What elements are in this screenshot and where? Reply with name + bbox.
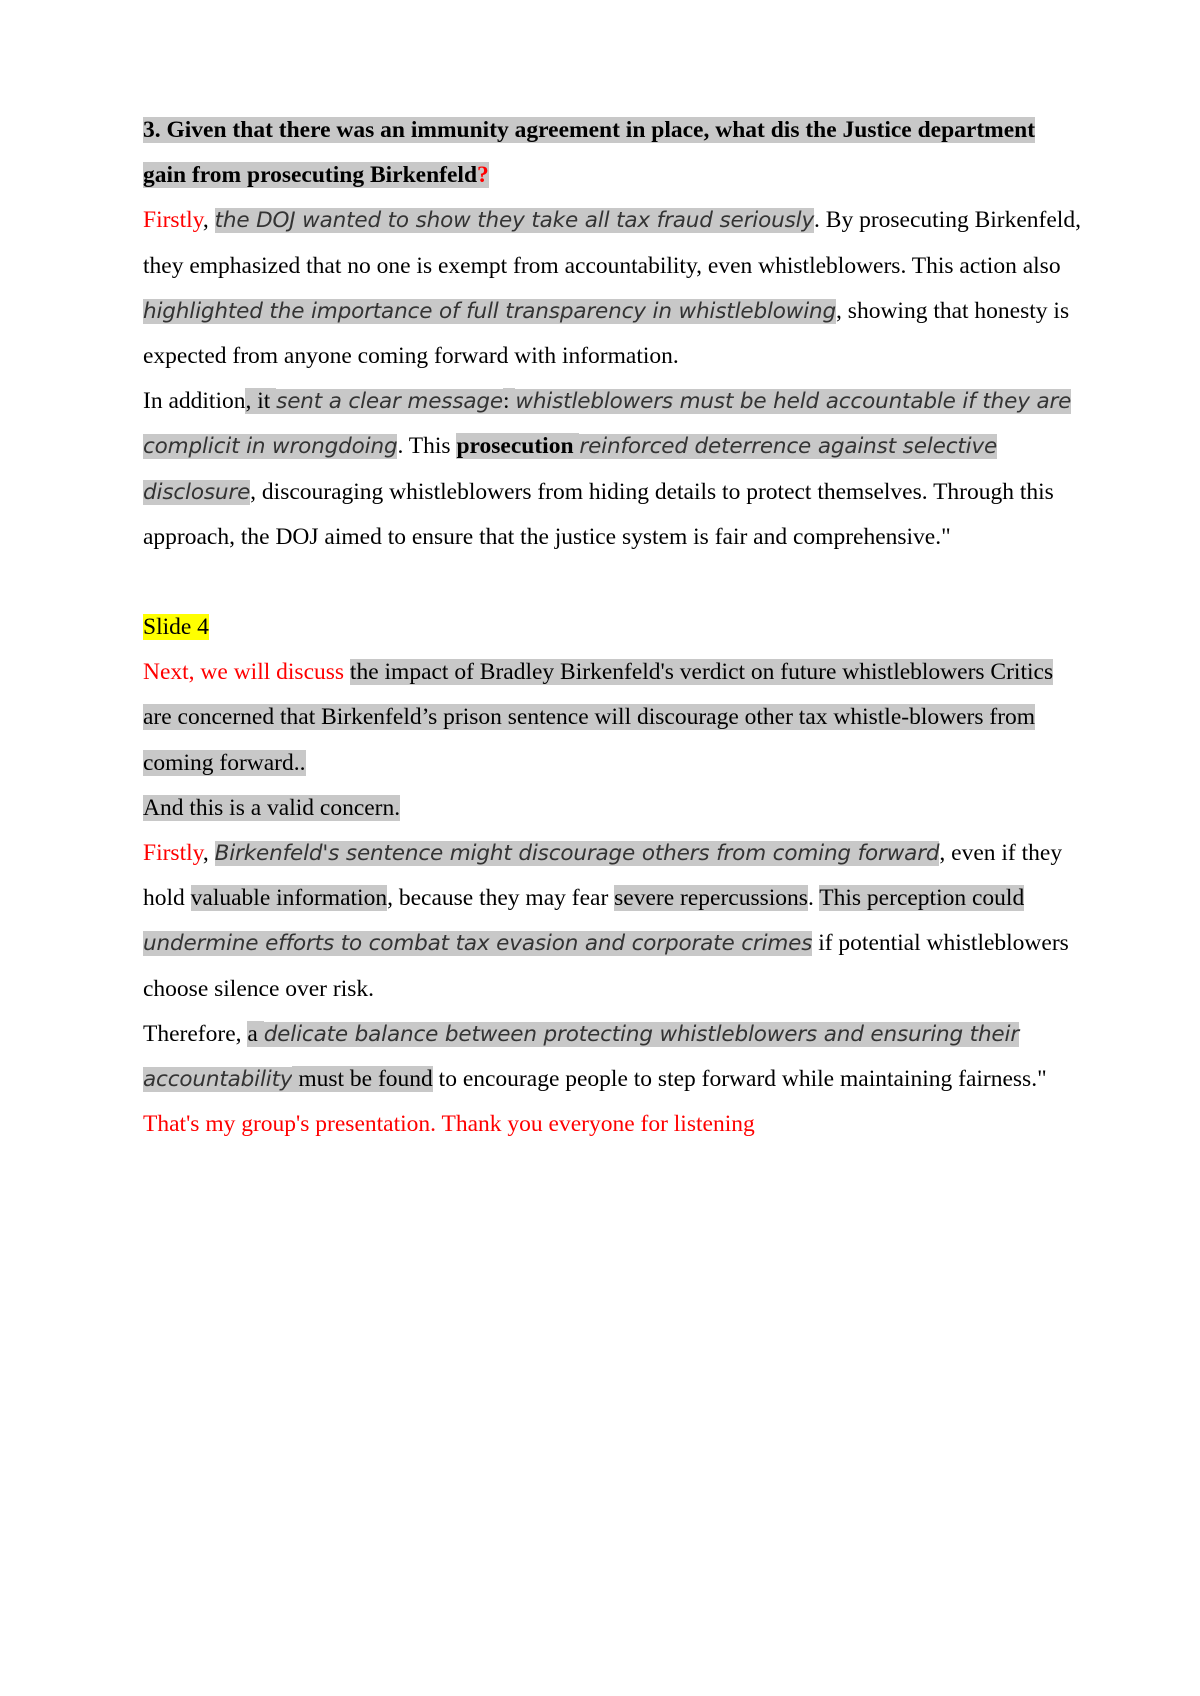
- text-run: , it: [245, 388, 271, 415]
- emphasis-perception: This perception could: [819, 885, 1025, 912]
- paragraph-balance: [143, 1012, 1083, 1102]
- slide-label-line: [143, 605, 1083, 650]
- paragraph-sentence-effect: [143, 831, 1083, 1012]
- closing-line: That's my group's presentation. Thank you everyone for listening: [143, 1111, 755, 1138]
- text-run: , showing that honesty is expected from anyone coming forward with information.: [143, 297, 1070, 370]
- question-heading: [143, 108, 1083, 198]
- paragraph-doj-seriousness: [143, 198, 1083, 379]
- paragraph-clear-message: [143, 379, 1083, 560]
- paragraph-valid-concern: [143, 786, 1083, 831]
- text-run: :: [502, 388, 510, 415]
- text-run: a: [247, 1020, 258, 1047]
- emphasis-transparency: highlighted the importance of full transparency in whistleblowing: [143, 298, 837, 324]
- emphasis-balance: delicate balance between protecting whistleblowers and ensuring their accountability: [143, 1021, 1020, 1093]
- valid-concern-text: And this is a valid concern.: [143, 794, 401, 821]
- emphasis-impact: the impact of Bradley Birkenfeld's verdict on future whistleblowers Critics are concerned that Birkenfeld’s prison sentence will discourage other tax whistle-blowers from coming forward..: [143, 659, 1054, 776]
- text-run: , even if they hold: [143, 840, 1063, 912]
- question-text: 3. Given that there was an immunity agreement in place, what dis the Justice department gain from prosecuting Birkenfeld: [143, 117, 1036, 189]
- text-run: to encourage people to step forward while maintaining fairness.": [438, 1066, 1047, 1093]
- emphasis-accountable: whistleblowers must be held accountable if they are complicit in wrongdoing: [143, 389, 1072, 460]
- slide-label: Slide 4: [143, 614, 209, 641]
- next-label: Next, we will discuss: [143, 659, 345, 686]
- text-run: . By prosecuting Birkenfeld, they emphasized that no one is exempt from accountability, even whistleblowers. This action also: [143, 207, 1081, 279]
- text-run: ,: [202, 840, 209, 867]
- text-run: In addition: [143, 388, 246, 415]
- text-run: .: [807, 885, 814, 912]
- emphasis-discourage: Birkenfeld's sentence might discourage others from coming forward: [214, 841, 940, 867]
- emphasis-doj-fraud: the DOJ wanted to show they take all tax fraud seriously: [214, 208, 815, 234]
- emphasis-valuable-info: valuable information: [190, 885, 388, 912]
- text-run: , because they may fear: [387, 885, 609, 912]
- text-run: if potential whistleblowers choose silence over risk.: [143, 930, 1069, 1002]
- firstly-label: Firstly: [143, 840, 203, 867]
- emphasis-prosecution: prosecution: [456, 433, 574, 460]
- emphasis-must-be-found: must be found: [298, 1066, 433, 1093]
- document-body: [143, 108, 1083, 1147]
- blank-line: [143, 560, 1083, 605]
- emphasis-undermine: undermine efforts to combat tax evasion and corporate crimes: [143, 931, 813, 957]
- emphasis-deterrence: reinforced deterrence against selective disclosure: [143, 434, 998, 505]
- text-run: Therefore,: [143, 1020, 242, 1047]
- text-run: . This: [397, 433, 451, 460]
- text-run: ,: [202, 207, 209, 234]
- emphasis-repercussions: severe repercussions: [614, 885, 808, 912]
- question-mark: ?: [477, 162, 489, 189]
- paragraph-impact: [143, 650, 1083, 786]
- text-run: , discouraging whistleblowers from hiding details to protect themselves. Through this approach, the DOJ aimed to ensure that the justice system is fair and comprehensive.": [143, 478, 1054, 550]
- emphasis-clear-message: sent a clear message: [276, 389, 503, 415]
- firstly-label: Firstly: [143, 207, 203, 234]
